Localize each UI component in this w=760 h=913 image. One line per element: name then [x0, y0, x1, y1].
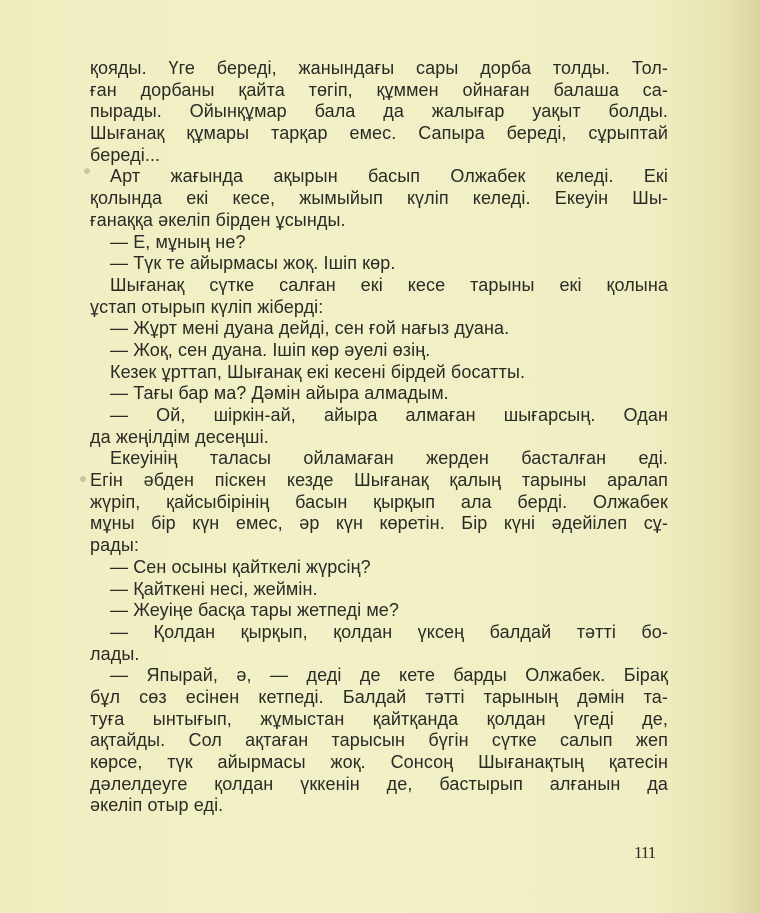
text-line: ұстап отырып күліп жіберді:: [90, 296, 324, 317]
text-line: бұл сөз есінен кетпеді. Балдай тәтті тарының дәмін та-: [90, 686, 668, 707]
page-number: 111: [634, 843, 656, 862]
text-line: — Сен осыны қайткелі жүрсің?: [110, 556, 371, 577]
text-line: Кезек ұрттап, Шығанақ екі кесені бірдей босатты.: [110, 361, 526, 382]
text-line: ған дорбаны қайта төгіп, құммен ойнаған балаша са-: [90, 79, 668, 100]
text-line: жүріп, қайсыбірінің басын қырқып ала берді. Олжабек: [90, 491, 668, 512]
text-line: — Тағы бар ма? Дәмін айыра алмадым.: [110, 383, 449, 404]
text-line: — Жоқ, сен дуана. Ішіп көр әуелі өзің.: [110, 339, 431, 360]
text-line: пырады. Ойынқұмар бала да жалығар уақыт болды.: [90, 101, 668, 122]
text-line: рады:: [90, 535, 139, 556]
text-line: — Қайткені несі, жеймін.: [110, 578, 318, 599]
text-line: туға ынтығып, жұмыстан қайтқанда қолдан үгеді де,: [90, 708, 668, 729]
text-line: — Жеуіңе басқа тары жетпеді ме?: [110, 600, 400, 621]
text-line: — Япырай, ә, — деді де кете барды Олжабек. Бірақ: [110, 665, 668, 686]
text-line: — Жұрт мені дуана дейді, сен ғой нағыз дуана.: [110, 318, 510, 339]
text-line: — Қолдан қырқып, қолдан үксең балдай тәтті бо-: [110, 621, 668, 642]
text-line: береді...: [90, 144, 161, 165]
text-line: дәлелдеуге қолдан үккенін де, бастырып алғанын да: [90, 773, 668, 794]
text-line: да жеңілдім десеңші.: [90, 426, 269, 447]
paper-speck: [80, 476, 86, 482]
page-text: [90, 58, 668, 817]
text-line: Шығанақ сүтке салған екі кесе тарыны екі қолына: [110, 274, 668, 295]
text-line: әкеліп отыр еді.: [90, 795, 224, 816]
text-line: Екеуінің таласы ойламаған жерден басталған еді.: [110, 448, 668, 469]
text-line: мұны бір күн емес, әр күн көретін. Бір күні әдейілеп сұ-: [90, 513, 668, 534]
text-line: лады.: [90, 643, 140, 664]
text-line: ғанаққа әкеліп бірден ұсынды.: [90, 209, 346, 230]
text-line: — Түк те айырмасы жоқ. Ішіп көр.: [110, 253, 396, 274]
text-line: Арт жағында ақырын басып Олжабек келеді. Екі: [110, 166, 668, 187]
text-line: ақтайды. Сол ақтаған тарысын бүгін сүтке салып жеп: [90, 730, 668, 751]
text-line: қояды. Үге береді, жанындағы сары дорба толды. Тол-: [90, 58, 668, 78]
text-line: — Ой, шіркін-ай, айыра алмаған шығарсың. Одан: [110, 405, 668, 425]
text-line: көрсе, түк айырмасы жоқ. Сонсоң Шығанақтың қатесін: [90, 752, 668, 772]
text-line: қолында екі кесе, жымыйып күліп келеді. Екеуін Шы-: [90, 188, 668, 209]
text-line: — Е, мұның не?: [110, 231, 246, 252]
text-line: Егін әбден піскен кезде Шығанақ қалың тарыны аралап: [90, 470, 668, 491]
text-line: Шығанақ құмары тарқар емес. Сапыра береді, сұрыптай: [90, 123, 668, 144]
